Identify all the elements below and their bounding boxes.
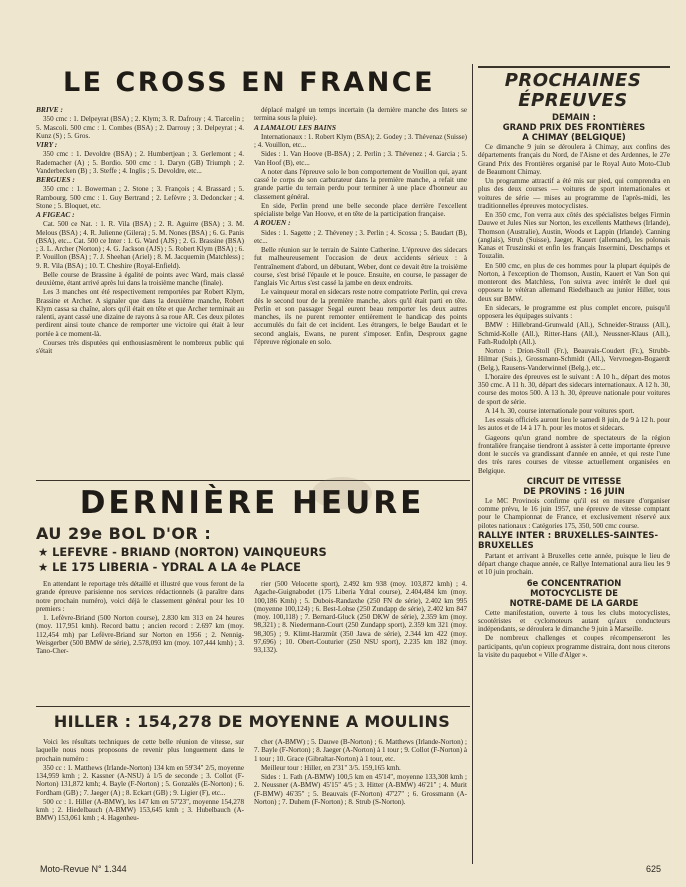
paragraph: Norton : Drion-Stoll (Fr.), Beauvais-Coudert (Fr.), Strubb-Hilmar (Suis.), Grossmann-Schmidt (All.), Vervroegen-Bogaerdt (Belg.), Rausens-Vanderwinnel (Belg.), etc...: [478, 347, 670, 372]
paragraph: En 500 cmc, en plus de ces hommes pour la plupart équipés de Norton, à l'exception de Thomson, Austin, Kauert et Van Son qui monteront des Matchless, l'on suivra avec intérêt le duel qui opposera le vétéran allemand Riedelbauch au junior Hiller, tous deux sur BMW.: [478, 261, 670, 303]
paragraph: Sides : 1. Van Hoove (B-BSA) ; 2. Perlin ; 3. Thévenez ; 4. Garcia ; 5. Van Hoof (B), etc...: [254, 150, 467, 167]
bol-subtitle: AU 29e BOL D'OR :: [36, 524, 212, 543]
paragraph: Internationaux : 1. Robert Klym (BSA); 2. Godey ; 3. Thévenaz (Suisse) ; 4. Vouillon, etc...: [254, 132, 467, 149]
paragraph: 350 cmc : 1. Delpeyrat (BSA) ; 2. Klym; 3. R. Dafrouy ; 4. Tiarcelin ; 5. Mascoli. 500 cmc : 1. Combes (BSA) ; 2. Darrouy ; 3. Delpeyrat ; 4. Kunz (S) ; 5. Gros.: [36, 115, 244, 140]
paragraph: En attendant le reportage très détaillé et illustré que vous feront de la grande épreuve parisienne nos services rédactionnels (à paraître dans notre prochain numéro), voici déjà le classement général pour les 10 premiers :: [36, 580, 244, 613]
paragraph: Ce dimanche 9 juin se déroulera à Chimay, aux confins des départements français du Nord, de l'Aisne et des Ardennes, le 27e Grand Prix des Frontières organisé par le Royal Auto Moto-Club de Beaumont Chimay.: [478, 143, 670, 176]
paragraph: De nombreux challenges et coupes récompenseront les participants, qu'un copieux programme distraira, dont nous citerons la visite du paquebot « Ville d'Alger ».: [478, 634, 670, 659]
paragraph: Les 3 manches ont été respectivement remportées par Robert Klym, Brassine et Archer. A signaler que dans la deuxième manche, Robert Klym cassa sa chaîne, alors qu'il était en tête et que Archer terminait au ralenti, ayant cassé une dizaine de rayons à sa roue AR. Ces deux pilotes perdirent ainsi toute chance de remporter une victoire qui était à leur portée à ce moment-là.: [36, 288, 244, 338]
hiller-column-1: [36, 738, 244, 824]
right-top-rule: [478, 66, 670, 68]
paragraph: Cat. 500 ce Nat. : 1. R. Vila (BSA) ; 2. R. Aguirre (BSA) ; 3. M. Melous (BSA) ; 4. R. Julienne (Gilera) ; 5. M. Nones (BSA) ; 6. G. Panis (BSA), etc... Cat. 500 ce Inter : 1. G. Ward (AJS) ; 2. G. Brassine (BSA) ; 3. L. Archer (Norton) ; 4. G. Jackson (AJS) ; 5. Robert Klym (BSA) ; 6. P. Vouillon (BSA) ; 7. J. Sheehan (Ariel) ; 8. M. Jacquemin (Matchless) ; 9. R. Vila (BSA) ; 10. T. Cheshire (Royal-Enfield).: [36, 220, 244, 270]
paragraph: Cette manifestation, ouverte à tous les clubs motocyclistes, scootéristes et cyclomoteurs autant qu'aux conducteurs indépendants, se déroulera le dimanche 9 juin à Marseille.: [478, 608, 670, 633]
right-title-2: ÉPREUVES: [518, 90, 628, 111]
section-heading: A FIGEAC :: [36, 210, 75, 219]
divider-bol-top: [36, 480, 470, 481]
paragraph: 500 cc : 1. Hiller (A-BMW), les 147 km en 57'23", moyenne 154,278 kmh ; 2. Hiedelbauch (A-BMW) 153,645 kmh ; 3. Hubelbauch (A-BMW) 153,061 kmh ; 4. Hagenheu-: [36, 797, 244, 823]
footer-magazine: Moto-Revue N° 1.344: [40, 864, 127, 874]
paragraph: Voici les résultats techniques de cette belle réunion de vitesse, sur laquelle nous nous proposons de revenir plus longuement dans le prochain numéro :: [36, 738, 244, 763]
right-title-1: PROCHAINES: [504, 70, 642, 91]
paragraph: Le MC Provinois confirme qu'il est en mesure d'organiser comme prévu, le 16 juin 1957, une épreuve de vitesse comptant pour le Championnat de France, et exclusivement réservé aux pilotes nationaux : Catégories 175, 350, 500 cmc course.: [478, 496, 670, 530]
bol-column-2: [254, 580, 467, 655]
paragraph: Le vainqueur moral en sidecars reste notre compatriote Perlin, qui creva dès le second tour de la première manche, alors qu'il était parti en tête. Perlin et son passager Segal eurent beau remporter les deux autres manches, ils ne purent remonter entièrement le handicap des points accumulés du fait de cet incident. Les étrangers, le belge Baudart et le second anglais, Ewans, ne purent s'imposer. Enfin, Desproux gagne l'épreuve régionale en solo.: [254, 288, 467, 346]
paragraph: 1. Lefèvre-Briand (500 Norton course), 2.830 km 313 en 24 heures (moy. 117,951 kmh). Record battu ; ancien record : 2.697 km (moy. 112,454 mh) par Lefèvre-Briand sur Norton en 1956 ; 2. Nennig-Weisgerber (500 BMW de série), 2.578,093 km (moy. 107,444 kmh) ; 3. Tano-Cher-: [36, 614, 244, 655]
paragraph: cher (A-BMW) ; 5. Dauwe (B-Norton) ; 6. Matthews (Irlande-Norton) ; 7. Bayle (F-Norton) ; 8. Jaeger (A-Norton) à 1 tour ; 9. Collot (F-Norton) à 1 tour ; 10. Grace (Gibraltar-Norton) à 1 tour, etc.: [254, 738, 467, 763]
paragraph: 350 cmc : 1. Bowerman ; 2. Stone ; 3. François ; 4. Brassard ; 5. Rambourg. 500 cmc : 1. Guy Bertrand ; 2. Lefèvre ; 3. Dedoncker ; 4. Stone ; 5. Bloquet, etc.: [36, 185, 244, 210]
bol-line-2: ★ LE 175 LIBERIA - YDRAL A LA 4e PLACE: [38, 560, 301, 574]
paragraph: Sides : 1. Sagette ; 2. Théveney ; 3. Perlin ; 4. Scossa ; 5. Baudart (B), etc...: [254, 228, 467, 245]
paragraph: Les essais officiels auront lieu le samedi 8 juin, de 9 à 12 h. pour les autos et de 14 à 17 h. pour les motos et sidecars.: [478, 416, 670, 433]
section-heading: VIRY :: [36, 140, 58, 149]
paragraph: Meilleur tour : Hiller, en 2'31" 3/5. 159,165 kmh.: [261, 763, 401, 772]
paragraph: L'horaire des épreuves est le suivant : A 10 h., départ des motos 350 cmc. A 11 h. 30, départ des sidecars internationaux. A 12 h. 30, course des motos 500. A 13 h. 30, épreuve nationale pour voitures de sport de série.: [478, 372, 670, 406]
paragraph: Sides : 1. Fath (A-BMW) 100,5 km en 45'14", moyenne 133,308 kmh ; 2. Neussner (A-BMW) 45'15" 4/5 ; 3. Hitter (A-BMW) 46'21" ; 4. Murit (F-BMW) 46'35" ; 5. Beauvais (F-Norton) 47'27" ; 6. Grossmann (A-Norton) ; 7. Duhem (F-Norton) ; 8. Strub (S-Norton).: [254, 773, 467, 806]
paragraph: En sidecars, le programme est plus complet encore, puisqu'il opposera les équipages suivants :: [478, 303, 670, 320]
paragraph: Belle réunion sur le terrain de Sainte Catherine. L'épreuve des sidecars fut malheureusement l'occasion de deux accidents sérieux : à l'entraînement d'abord, un débutant, Weber, dont ce devait être la troisième course, s'est brisé l'épaule et le pouce. Ensuite, en course, le passager de l'anglais Vic Artus s'est cassé la jambe en deux endroits.: [254, 246, 467, 287]
event-heading: DEMAIN : GRAND PRIX DES FRONTIÈRES A CHIMAY (BELGIQUE): [502, 112, 646, 142]
bol-line-1: ★ LEFEVRE - BRIAND (NORTON) VAINQUEURS: [38, 545, 327, 559]
footer-page-number: 625: [646, 864, 662, 874]
cross-column-1: [36, 106, 244, 356]
hiller-heading: HILLER : 154,278 DE MOYENNE A MOULINS: [53, 712, 451, 731]
cross-column-2: [254, 106, 467, 347]
bol-column-1: [36, 580, 244, 656]
event-heading: RALLYE INTER : BRUXELLES-SAINTES-BRUXELLES: [478, 530, 659, 551]
section-heading: BRIVE :: [36, 105, 63, 114]
paragraph: En 350 cmc, l'on verra aux côtés des spécialistes belges Firmin Dauwe et Jules Nies sur Norton, les excellents Matthews (Irlande), Thomson (Australie), Austin, Woods et Lappin (Irlande). Canning (anglais), Strub (Suisse), Jaeger, Kauert (allemand), les polonais Kanas et Truszinski et enfin les français Insermini, Deschamps et Touzalin.: [478, 211, 670, 261]
paragraph: Courses très disputées qui enthousiasmèrent le nombreux public qui s'était: [36, 338, 244, 355]
divider-hiller-top: [36, 706, 470, 707]
section-heading: BERGUES :: [36, 175, 75, 184]
section-heading: A LAMALOU LES BAINS: [254, 122, 336, 132]
event-heading: 6e CONCENTRATION MOTOCYCLISTE DE NOTRE-DAME DE LA GARDE: [509, 577, 639, 608]
article-title-cross: LE CROSS EN FRANCE: [62, 67, 436, 98]
paragraph: 350 cmc : 1. Devoldre (BSA) ; 2. Humbertjean ; 3. Gerlemont ; 4. Rademacher (A) ; 5. Bordio. 500 cmc : 1. Daryn (GB) Triumph ; 2. Vanderbecken (B) ; 3. Steffe ; 4. Inglis ; 5. Devoldre, etc...: [36, 150, 244, 175]
paragraph: A noter dans l'épreuve solo le bon comportement de Vouillon qui, ayant cassé le corps de son carburateur dans la première manche, a refait une grande partie du terrain perdu pour terminer à une place d'honneur au classement général.: [254, 167, 467, 201]
section-heading: A ROUEN :: [254, 218, 291, 228]
bol-heading: DERNIÈRE HEURE: [79, 485, 425, 521]
paragraph: Partant et arrivant à Bruxelles cette année, puisque le lieu de départ change chaque année, ce Rallye International aura lieu les 9 et 10 juin prochain.: [478, 551, 670, 577]
paragraph: BMW : Hillebrand-Grunwald (All.), Schneider-Strauss (All.), Schmid-Kolle (All.), Ritter-Hans (All.), Neussner-Klaus (All.), Fath-Rudolph (All.).: [478, 321, 670, 346]
paragraph: déplacé malgré un temps incertain (la dernière manche des Inters se termina sous la pluie).: [254, 106, 467, 123]
paragraph: Un programme attractif a été mis sur pied, qui comprendra en plus des deux courses — voitures de sport internationales et voitures de série — mises au programme de l'après-midi, les traditionnelles épreuves motocyclistes.: [478, 177, 670, 210]
paragraph: En side, Perlin prend une belle seconde place derrière l'excellent spécialiste belge Van Hoove, et en tête de la participation française.: [254, 201, 467, 218]
hiller-column-2: [254, 738, 467, 807]
right-column: [478, 112, 670, 660]
paragraph: Gageons qu'un grand nombre de spectateurs de la région frontalière française tiendront à assister à cette importante épreuve dont le succès va grandissant d'année en année, et qui reste l'une des très rares courses de vitesse actuellement organisées en Belgique.: [478, 433, 670, 475]
paragraph: rier (500 Velocette sport), 2.492 km 938 (moy. 103,872 kmh) ; 4. Agache-Guignabodet (175 Liberia Ydral course), 2.404,484 km (moy. 100,186 Kmh) ; 5. Dubois-Randaxhe (250 FN de série), 2.402 km 995 (moyenne 100,124) ; 6. Best-Lohse (250 Zundapp de série), 2.402 km 847 (moy. 100,118) ; 7. Bernard-Gluck (250 DKW de série), 2.359 km (moy. 98,321) ; 8. Niedermann-Court (250 Zundapp sport), 2.359 km 321 (moy. 98,305) ; 9. Klimt-Harzmüt (350 Jawa de série), 2.344 km 422 (moy. 97,696) ; 10. Obert-Couturier (250 NSU sport), 2.235 km 182 (moy. 93,132).: [254, 580, 467, 654]
column-divider-vertical: [472, 64, 473, 864]
event-heading: CIRCUIT DE VITESSE DE PROVINS : 16 JUIN: [523, 475, 625, 496]
paragraph: Belle course de Brassine à égalité de points avec Ward, mais classé deuxième, étant arrivé après lui dans la troisième manche (finale).: [36, 270, 244, 287]
paragraph: 350 cc : 1. Matthews (Irlande-Norton) 134 km en 59'34" 2/5, moyenne 134,959 kmh ; 2. Kassner (A-NSU) à 1/5 de seconde ; 3. Collot (F-Norton) 131,872 kmh; 4. Bayle (F-Norton) ; 5. Gonzalès (E-Norton) ; 6. Fordham (GB) ; 7. Jaeger (A) ; 8. Eckart (GB) ; 9. Ligier (F), etc...: [36, 763, 244, 797]
paragraph: A 14 h. 30, course internationale pour voitures sport.: [485, 406, 635, 415]
